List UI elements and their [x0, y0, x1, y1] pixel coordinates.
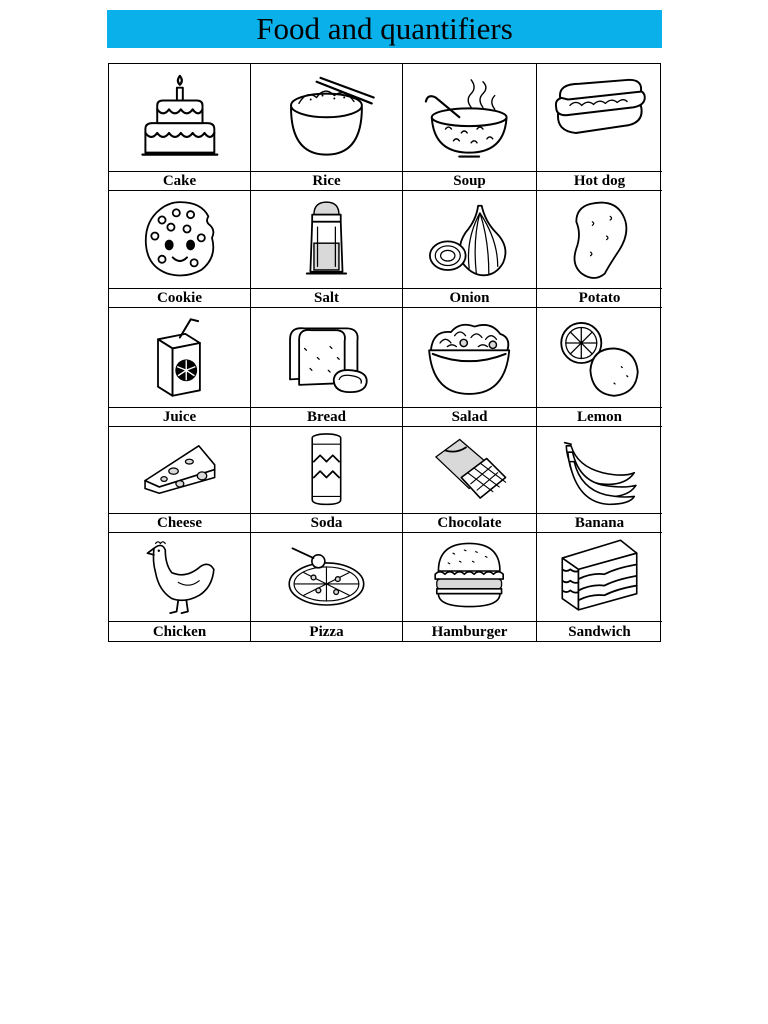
- food-label: Cookie: [109, 288, 251, 308]
- cheese-icon: [115, 430, 245, 509]
- food-image-cell: [403, 308, 537, 407]
- potato-icon: [542, 195, 657, 284]
- food-label: Pizza: [251, 621, 403, 641]
- food-vocabulary-table: [108, 63, 661, 642]
- food-label: Soda: [251, 513, 403, 533]
- food-label: Onion: [403, 288, 537, 308]
- food-label: Hot dog: [537, 171, 662, 191]
- pizza-icon: [257, 537, 396, 618]
- food-label: Chicken: [109, 621, 251, 641]
- food-image-cell: [403, 64, 537, 171]
- hot-dog-icon: [542, 68, 657, 166]
- food-image-cell: [109, 191, 251, 288]
- food-label: Banana: [537, 513, 662, 533]
- food-label: Cheese: [109, 513, 251, 533]
- food-label: Cake: [109, 171, 251, 191]
- bread-icon: [257, 312, 396, 403]
- soda-can-icon: [257, 430, 396, 509]
- soup-pot-icon: [408, 68, 530, 166]
- hamburger-icon: [408, 537, 530, 618]
- food-label: Soup: [403, 171, 537, 191]
- chicken-icon: [115, 537, 245, 618]
- food-label: Hamburger: [403, 621, 537, 641]
- food-label: Salad: [403, 407, 537, 427]
- rice-bowl-icon: [257, 68, 396, 166]
- onion-icon: [408, 195, 530, 284]
- food-image-cell: [251, 191, 403, 288]
- sandwich-icon: [542, 537, 657, 618]
- cookie-icon: [115, 195, 245, 284]
- juice-box-icon: [115, 312, 245, 403]
- food-image-cell: [403, 427, 537, 513]
- salad-bowl-icon: [408, 312, 530, 403]
- lemon-icon: [542, 312, 657, 403]
- food-label: Juice: [109, 407, 251, 427]
- chocolate-bar-icon: [408, 430, 530, 509]
- food-image-cell: [537, 533, 662, 621]
- food-image-cell: [109, 533, 251, 621]
- food-label: Bread: [251, 407, 403, 427]
- food-image-cell: [109, 427, 251, 513]
- food-label: Sandwich: [537, 621, 662, 641]
- food-image-cell: [251, 533, 403, 621]
- food-image-cell: [251, 64, 403, 171]
- food-label: Chocolate: [403, 513, 537, 533]
- food-label: Rice: [251, 171, 403, 191]
- food-image-cell: [109, 64, 251, 171]
- food-image-cell: [403, 191, 537, 288]
- food-label: Potato: [537, 288, 662, 308]
- cake-icon: [115, 68, 245, 166]
- banana-icon: [542, 430, 657, 509]
- food-label: Salt: [251, 288, 403, 308]
- food-image-cell: [537, 427, 662, 513]
- food-image-cell: [251, 308, 403, 407]
- salt-shaker-icon: [257, 195, 396, 284]
- page-title: Food and quantifiers: [107, 10, 662, 48]
- food-image-cell: [403, 533, 537, 621]
- food-image-cell: [109, 308, 251, 407]
- food-image-cell: [537, 308, 662, 407]
- food-image-cell: [537, 191, 662, 288]
- food-image-cell: [251, 427, 403, 513]
- food-image-cell: [537, 64, 662, 171]
- food-label: Lemon: [537, 407, 662, 427]
